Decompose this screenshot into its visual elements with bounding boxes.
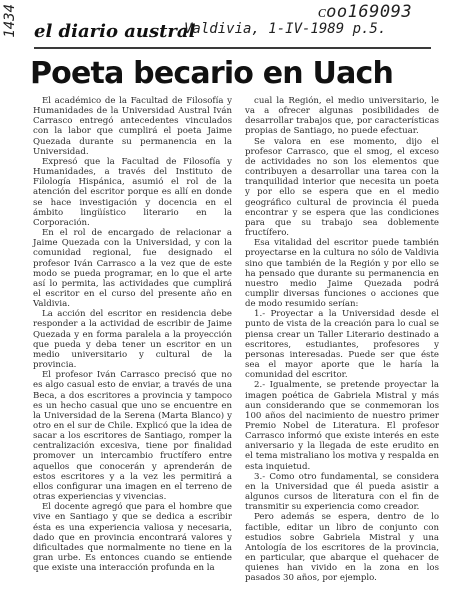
paragraph: El académico de la Facultad de Filosofía y Humanidades de la Universidad Austral Iván Carrasco entregó antecedentes vinculados con la labor que cumplirá el poeta Jaime Quezada durante su permanencia en la Universidad. bbox=[33, 96, 232, 157]
paragraph: La acción del escritor en residencia debe responder a la actividad de escribir de Jaime Quezada y en forma paralela a la proyección que pueda y deba tener un escritor en un medio universitario y cultural de la provincia. bbox=[33, 309, 232, 371]
paragraph: El profesor Iván Carrasco precisó que no es algo casual esto de enviar, a través de una Beca, a dos escritores a provincia y tampoco es un hecho casual que uno se encuentre en la Universidad de la Serena (Marta Blanco) y otro en el sur de Chile. Explicó que la idea de sacar a los escritores de Santiago, romper la centralización excesiva, tiene por finalidad promover un intercambio fructífero entre aquellos que conocerán y aprenderán de estos escritores y a la vez les permitirá a ellos configurar una imagen en el terreno de otras experiencias y vivencias. bbox=[33, 370, 232, 503]
paragraph: 2.- Igualmente, se pretende proyectar la imagen poética de Gabriela Mistral y más aun considerando que se conmemoran los 100 años del nacimiento de nuestro primer Premio Nobel de Literatura. El profesor Carrasco informó que existe interés en este aniversario y la llegada de este erudito en el tema mistraliano los motiva y respalda en esta inquietud. bbox=[245, 380, 439, 472]
paragraph: El docente agregó que para el hombre que vive en Santiago y que se dedica a escribir ésta es una experiencia valiosa y necesaria, dado que en provincia encontrará valores y dificultades que normalmente no tiene en la gran urbe. Es entonces cuando se entiende que existe una interacción profunda en la bbox=[33, 502, 232, 574]
masthead bbox=[34, 19, 439, 45]
handwritten-date-annotation: Valdivia, 1-IV-1989 p.5. bbox=[184, 21, 387, 37]
paragraph: Expresó que la Facultad de Filosofía y Humanidades, a través del Instituto de Filología Hispánica, asumió el rol de la atención del escritor porque es allí en donde se hace investigación y docencia en el ámbito lingüístico literario en la Corporación. bbox=[33, 156, 232, 228]
article-right-column bbox=[245, 96, 439, 584]
article-headline: Poeta becario en Uach bbox=[30, 56, 394, 91]
newspaper-name: el diario austral bbox=[34, 21, 196, 42]
paragraph: cual la Región, el medio universitario, le va a ofrecer algunas posibilidades de desarrollar trabajos que, por características propias de Santiago, no puede efectuar. bbox=[245, 96, 439, 137]
margin-number-annotation: 1434 bbox=[2, 4, 18, 38]
paragraph: En el rol de encargado de relacionar a Jaime Quezada con la Universidad, y con la comunidad regional, fue designado el profesor Iván Carrasco a la vez que de este modo se pueda programar, en lo que el arte así lo permita, las actividades que cumplirá el escritor en el curso del presente año en Valdivia. bbox=[33, 228, 232, 310]
paragraph: 3.- Como otro fundamental, se considera en la Universidad que él pueda asistir a algunos cursos de literatura con el fin de transmitir su experiencia como creador. bbox=[245, 471, 439, 513]
masthead-rule bbox=[34, 47, 431, 49]
paragraph: Esa vitalidad del escritor puede también proyectarse en la cultura no sólo de Valdivia sino que también de la Región y por ello se ha pensado que durante su permanencia en nuestro medio Jaime Quezada podrá cumplir diversas funciones o acciones que de modo resumido serían: bbox=[245, 238, 439, 310]
paragraph: Pero además se espera, dentro de lo factible, editar un libro de conjunto con estudios sobre Gabriela Mistral y una Antología de los escritores de la provincia, en particular, que abarque el quehacer de quienes han vivido en la zona en los pasados 30 años, por ejemplo. bbox=[245, 512, 439, 584]
paragraph: 1.- Proyectar a la Universidad desde el punto de vista de la creación para lo cual se piensa crear un Taller Literario destinado a escritores, estudiantes, profesores y personas interesadas. Puede ser que éste sea el mayor aporte que le haría la comunidad del escritor. bbox=[245, 309, 439, 381]
catalog-code-annotation: ᴄoo169093 bbox=[318, 2, 413, 22]
article-left-column bbox=[33, 96, 232, 573]
paragraph: Se valora en ese momento, dijo el profesor Carrasco, que el smog, el exceso de actividades no son los elementos que contribuyen a desarrollar una tarea con la tranquilidad interior que necesita un poeta y por ello se espera que en el medio geográfico cultural de provincia él pueda encontrar y se espera que las condiciones para que su trabajo sea doblemente fructífero. bbox=[245, 136, 439, 239]
